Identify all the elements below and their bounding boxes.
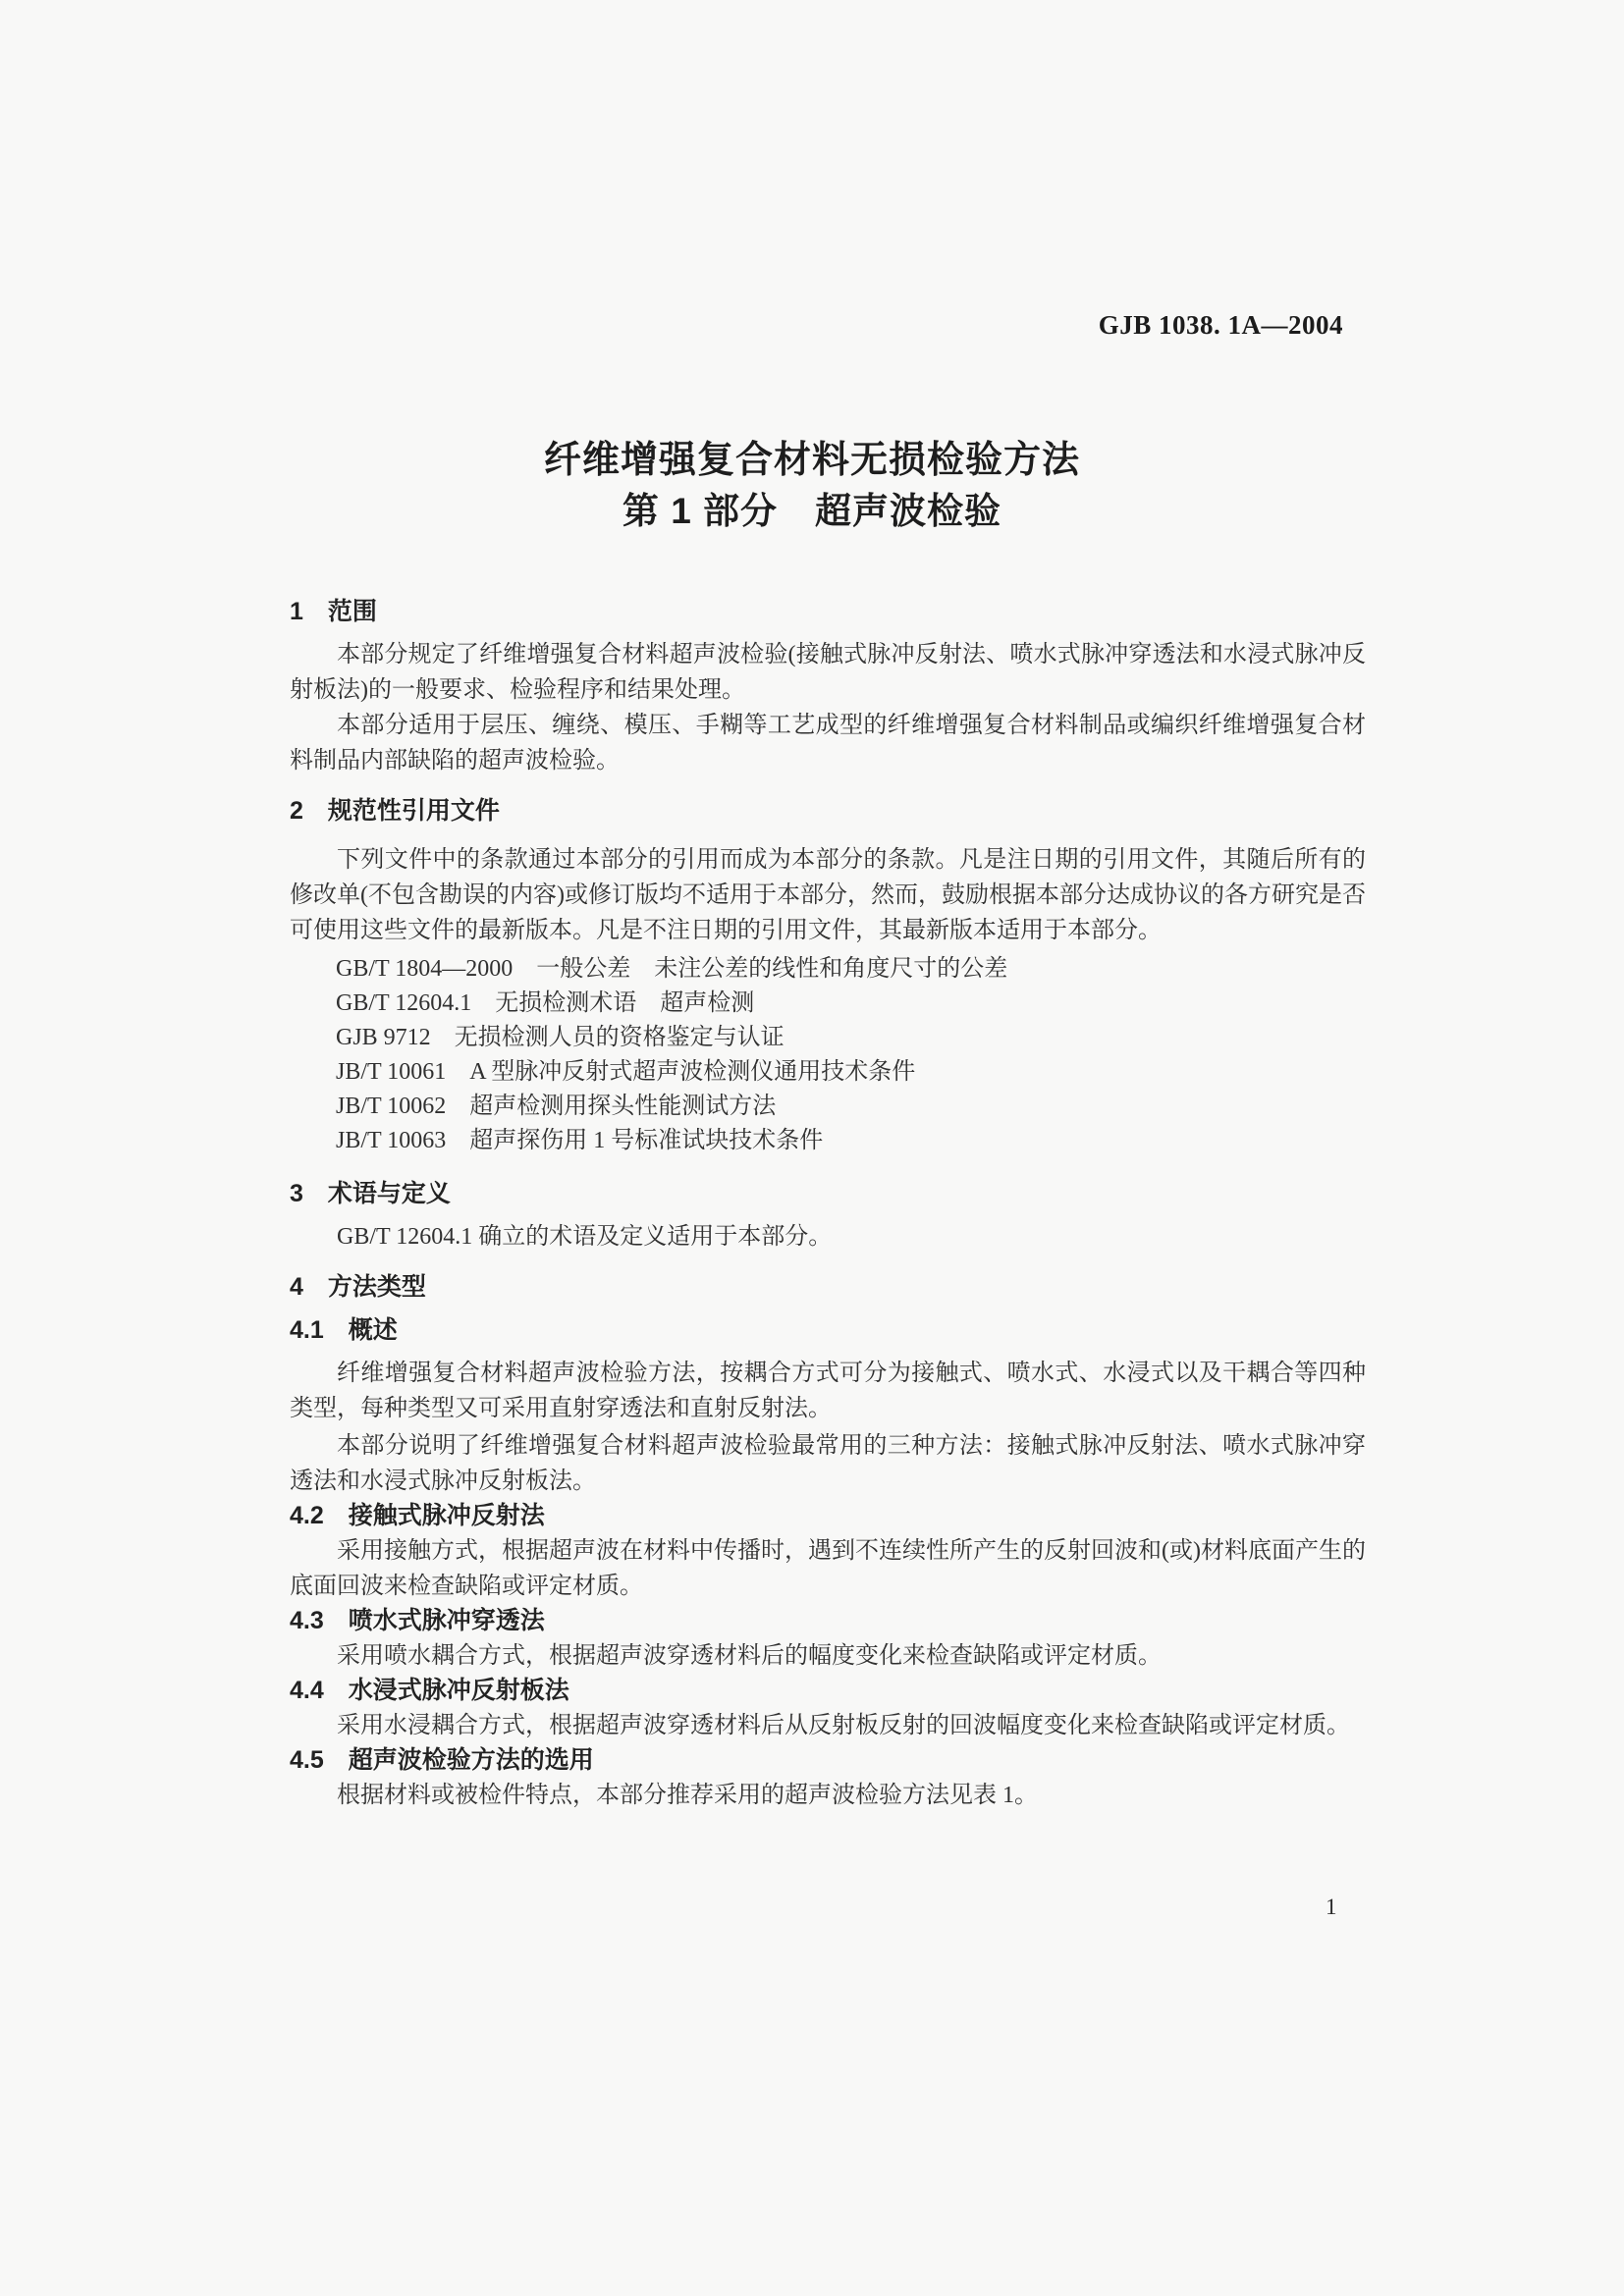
section-heading-4-5 xyxy=(290,1743,1366,1778)
section-number: 1 xyxy=(290,598,303,625)
page-number: 1 xyxy=(1326,1895,1337,1919)
section-title: 水浸式脉冲反射板法 xyxy=(348,1677,569,1704)
section-title: 规范性引用文件 xyxy=(327,797,500,825)
section-title: 接触式脉冲反射法 xyxy=(348,1502,545,1529)
paragraph: 本部分适用于层压、缠绕、模压、手糊等工艺成型的纤维增强复合材料制品或编织纤维增强复合材料制品内部缺陷的超声波检验。 xyxy=(290,713,1366,774)
reference-item: JB/T 10061 A 型脉冲反射式超声波检测仪通用技术条件 xyxy=(336,1059,916,1085)
section-title: 术语与定义 xyxy=(327,1180,451,1207)
reference-item: JB/T 10063 超声探伤用 1 号标准试块技术条件 xyxy=(336,1128,824,1153)
section-title: 方法类型 xyxy=(327,1273,426,1301)
document-body xyxy=(290,595,1366,1813)
section-heading-4-3 xyxy=(290,1604,1366,1638)
section-heading-3 xyxy=(290,1177,1366,1211)
section-title: 范围 xyxy=(327,598,377,625)
paragraph: 根据材料或被检件特点，本部分推荐采用的超声波检验方法见表 1。 xyxy=(337,1783,1038,1808)
section-title: 喷水式脉冲穿透法 xyxy=(348,1607,545,1634)
section-heading-4 xyxy=(290,1270,1366,1305)
section-heading-2 xyxy=(290,794,1366,828)
paragraph: 本部分说明了纤维增强复合材料超声波检验最常用的三种方法：接触式脉冲反射法、喷水式脉冲穿透法和水浸式脉冲反射板法。 xyxy=(290,1433,1366,1494)
doc-title-line2: 第 1 部分 超声波检验 xyxy=(622,491,1002,531)
section-number: 3 xyxy=(290,1180,303,1207)
section-heading-4-2 xyxy=(290,1499,1366,1533)
section-heading-1 xyxy=(290,595,1366,629)
section-heading-4-1 xyxy=(290,1313,1366,1348)
reference-item: JB/T 10062 超声检测用探头性能测试方法 xyxy=(336,1094,777,1119)
reference-item: GJB 9712 无损检测人员的资格鉴定与认证 xyxy=(336,1025,785,1050)
paragraph: 采用水浸耦合方式，根据超声波穿透材料后从反射板反射的回波幅度变化来检查缺陷或评定材质。 xyxy=(337,1713,1350,1738)
doc-title-line1: 纤维增强复合材料无损检验方法 xyxy=(543,440,1080,481)
section-number: 4.2 xyxy=(290,1502,324,1529)
section-number: 4 xyxy=(290,1273,303,1301)
section-number: 4.3 xyxy=(290,1607,324,1634)
section-number: 4.1 xyxy=(290,1316,324,1344)
paragraph: 本部分规定了纤维增强复合材料超声波检验(接触式脉冲反射法、喷水式脉冲穿透法和水浸式脉冲反射板法)的一般要求、检验程序和结果处理。 xyxy=(290,642,1366,703)
reference-item: GB/T 12604.1 无损检测术语 超声检测 xyxy=(336,990,755,1016)
section-number: 4.4 xyxy=(290,1677,324,1704)
section-title: 概述 xyxy=(348,1316,398,1344)
reference-list xyxy=(290,952,1366,1158)
section-heading-4-4 xyxy=(290,1674,1366,1708)
reference-item: GB/T 1804—2000 一般公差 未注公差的线性和角度尺寸的公差 xyxy=(336,956,1008,982)
paragraph: 采用接触方式，根据超声波在材料中传播时，遇到不连续性所产生的反射回波和(或)材料底面产生的底面回波来检查缺陷或评定材质。 xyxy=(290,1538,1366,1599)
section-title: 超声波检验方法的选用 xyxy=(348,1746,594,1774)
section-number: 2 xyxy=(290,797,303,825)
doc-code: GJB 1038. 1A—2004 xyxy=(1098,310,1343,340)
paragraph: 下列文件中的条款通过本部分的引用而成为本部分的条款。凡是注日期的引用文件，其随后所有的修改单(不包含勘误的内容)或修订版均不适用于本部分，然而，鼓励根据本部分达成协议的各方研究是否可使用这些文件的最新版本。凡是不注日期的引用文件，其最新版本适用于本部分。 xyxy=(290,847,1366,943)
doc-title xyxy=(0,435,1624,537)
paragraph: GB/T 12604.1 确立的术语及定义适用于本部分。 xyxy=(337,1224,833,1250)
paragraph: 采用喷水耦合方式，根据超声波穿透材料后的幅度变化来检查缺陷或评定材质。 xyxy=(337,1643,1162,1669)
section-number: 4.5 xyxy=(290,1746,324,1774)
paragraph: 纤维增强复合材料超声波检验方法，按耦合方式可分为接触式、喷水式、水浸式以及干耦合等四种类型，每种类型又可采用直射穿透法和直射反射法。 xyxy=(290,1361,1366,1421)
